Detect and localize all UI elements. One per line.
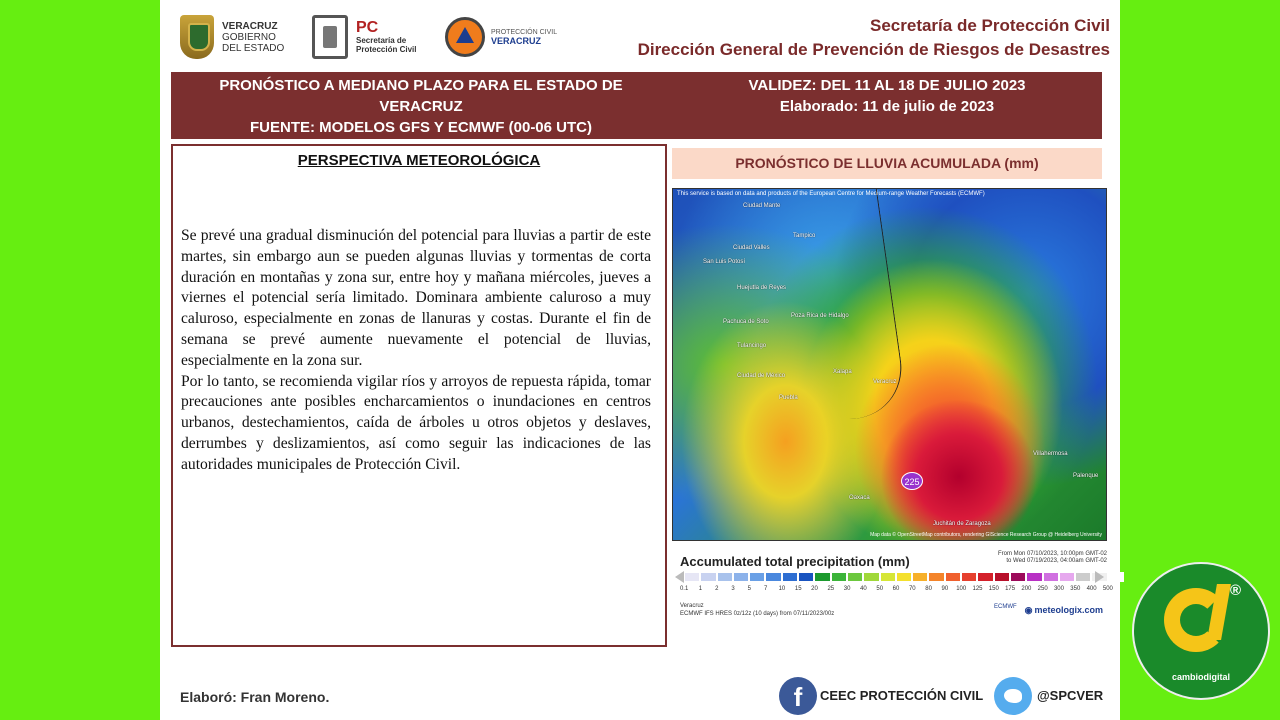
precipitation-map: [672, 188, 1107, 541]
perspective-panel: [171, 144, 667, 647]
city-label: Oaxaca: [849, 495, 870, 501]
city-label: Ciudad Mante: [743, 203, 781, 209]
legend-tick-label: 200: [1021, 586, 1032, 592]
city-label: Tulancingo: [737, 343, 767, 349]
legend-tick-label: 350: [1070, 586, 1081, 592]
legend-swatch: [847, 572, 863, 582]
legend-tick-label: 20: [811, 586, 818, 592]
pc-logo-line1: Secretaría de: [356, 36, 407, 45]
legend-arrow-right-icon: [1095, 571, 1104, 583]
legend-title: Accumulated total precipitation (mm): [680, 554, 910, 569]
city-label: Puebla: [779, 395, 798, 401]
perspective-title: PERSPECTIVA METEOROLÓGICA: [297, 152, 541, 169]
legend-tick-label: 50: [876, 586, 884, 592]
legend-swatch: [814, 572, 830, 582]
city-label: Pachuca de Soto: [723, 319, 769, 325]
veracruz-logo-line1: VERACRUZ: [222, 20, 278, 32]
legend-tick-label: 7: [763, 586, 768, 592]
proteccion-logo-line1: PROTECCIÓN CIVIL: [491, 29, 558, 36]
legend-footer: [680, 602, 834, 618]
city-label: Ciudad Valles: [733, 245, 770, 251]
twitter-icon[interactable]: [994, 677, 1032, 715]
city-label: Ciudad de México: [737, 373, 786, 379]
registered-mark: ®: [1230, 582, 1242, 599]
legend-range-to: to Wed 07/19/2023, 04:00am GMT-02: [1006, 558, 1107, 564]
legend-color-bar: [684, 572, 1124, 582]
city-label: Juchitán de Zaragoza: [933, 521, 991, 527]
legend-tick-label: 80: [925, 586, 932, 592]
legend-swatch: [733, 572, 749, 582]
legend-swatch: [1075, 572, 1091, 582]
banner-elaborated: Elaborado: 11 de julio de 2023: [779, 98, 995, 115]
legend-swatch: [945, 572, 961, 582]
legend-tick-label: 250: [1037, 586, 1048, 592]
legend-tick-label: 5: [747, 586, 751, 592]
facebook-label[interactable]: CEEC PROTECCIÓN CIVIL: [820, 688, 984, 703]
header-line1: Secretaría de Protección Civil: [870, 16, 1110, 35]
legend-tick-label: 400: [1086, 586, 1097, 592]
author-credit: Elaboró: Fran Moreno.: [180, 689, 330, 705]
city-label: Veracruz: [873, 379, 897, 385]
city-label: Villahermosa: [1033, 451, 1068, 457]
legend-swatch: [928, 572, 944, 582]
legend-tick-label: 15: [794, 586, 802, 592]
cambiodigital-watermark: [1132, 562, 1270, 700]
pc-logo: [312, 14, 416, 60]
city-label: San Luis Potosí: [703, 259, 746, 265]
legend-swatch: [749, 572, 765, 582]
proteccion-civil-logo: [445, 14, 557, 60]
veracruz-logo-line3: DEL ESTADO: [222, 42, 285, 54]
city-label: Xalapa: [833, 369, 852, 375]
veracruz-logo-line2: GOBIERNO: [222, 31, 276, 43]
veracruz-logo: [180, 14, 284, 60]
rain-forecast-title: PRONÓSTICO DE LLUVIA ACUMULADA (mm): [672, 148, 1102, 179]
legend-tick-label: 25: [827, 586, 835, 592]
banner-source: FUENTE: MODELOS GFS Y ECMWF (00-06 UTC): [250, 119, 592, 136]
legend-swatch: [912, 572, 928, 582]
legend-swatch: [765, 572, 781, 582]
perspective-paragraph-2: Por lo tanto, se recomienda vigilar ríos y arroyos de repuesta rápida, tomar precauciones ante posibles encharcamientos o inundaciones en centros urbanos, destechamientos, caída de árboles u otros objetos y deslaves, derrumbes y deslizamientos, así como seguir las indicaciones de las autoridades municipales de Protección Civil.: [181, 372, 651, 473]
proteccion-logo-line2: VERACRUZ: [491, 36, 542, 46]
legend-tick-label: 30: [843, 586, 851, 592]
banner-title-line2: VERACRUZ: [379, 98, 463, 115]
legend-tick-label: 125: [972, 586, 983, 592]
legend-swatch: [994, 572, 1010, 582]
legend-place: Veracruz: [680, 603, 704, 609]
legend-tick-label: 2: [715, 586, 719, 592]
banner-validity: VALIDEZ: DEL 11 AL 18 DE JULIO 2023: [748, 77, 1026, 94]
legend-swatch: [1026, 572, 1042, 582]
legend-tick-label: 175: [1005, 586, 1016, 592]
legend-swatch: [798, 572, 814, 582]
legend-swatch: [1059, 572, 1075, 582]
forecast-banner: [171, 72, 1102, 139]
legend-swatch: [700, 572, 716, 582]
header-line2: Dirección General de Prevención de Riesgos de Desastres: [637, 40, 1110, 59]
legend-swatch: [1043, 572, 1059, 582]
pc-logo-big: PC: [356, 19, 379, 36]
facebook-icon[interactable]: f: [779, 677, 817, 715]
twitter-label[interactable]: @SPCVER: [1037, 688, 1104, 703]
legend-swatch: [831, 572, 847, 582]
legend-model: ECMWF IFS HRES 0z/12z (10 days) from 07/11/2023/00z: [680, 611, 835, 617]
bulletin-page: [160, 0, 1120, 720]
legend-tick-label: 500: [1102, 586, 1113, 592]
legend-range: [998, 551, 1107, 565]
legend-swatch: [1108, 572, 1124, 582]
max-precipitation-marker: 225: [901, 472, 923, 490]
legend-tick-label: 3: [731, 586, 735, 592]
legend-swatch: [782, 572, 798, 582]
legend-swatch: [961, 572, 977, 582]
legend-range-from: From Mon 07/10/2023, 10:00pm GMT-02: [997, 551, 1107, 557]
cambiodigital-label: cambiodigital: [1171, 672, 1230, 682]
legend-tick-label: 100: [956, 586, 967, 592]
city-label: Tampico: [793, 233, 816, 239]
perspective-paragraph-1: Se prevé una gradual disminución del potencial para lluvias a partir de este martes, sin embargo aun se pueden algunas lluvias y tormentas de corta duración en montañas y zona sur, entre hoy y mañana miércoles, jueves a viernes el potencial sería limitado. Dominara ambiente caluroso a muy caluroso, especialmente en zonas de llanuras y costas. Durante el fin de semana se prevé aumente nuevamente el potencial de lluvias, especialmente en la zona sur.: [181, 227, 651, 369]
legend-arrow-left-icon: [675, 571, 684, 583]
legend-ticks: [676, 586, 1116, 592]
veracruz-shield-icon: [180, 15, 214, 59]
legend-swatch: [717, 572, 733, 582]
legend-swatch: [1010, 572, 1026, 582]
city-label: Poza Rica de Hidalgo: [791, 313, 849, 319]
header-titles: [638, 14, 1110, 62]
map-source-note: This service is based on data and products of the European Centre for Medium-range Weather Forecasts (ECMWF): [677, 191, 985, 197]
perspective-body: [181, 226, 651, 476]
civil-protection-triangle-icon: [445, 17, 485, 57]
city-label: Huejutla de Reyes: [737, 285, 787, 291]
pc-logo-line2: Protección Civil: [356, 45, 417, 54]
legend-tick-label: 0.1: [679, 586, 689, 592]
ecmwf-logo: ECMWF: [994, 604, 1017, 610]
pc-emblem-icon: [312, 15, 348, 59]
legend-tick-label: 150: [988, 586, 999, 592]
meteologix-brand: ◉ meteologix.com: [1025, 605, 1103, 616]
legend-tick-label: 70: [908, 586, 916, 592]
city-label: Palenque: [1073, 473, 1099, 479]
legend-swatch: [896, 572, 912, 582]
legend-tick-label: 1: [698, 586, 703, 592]
legend-swatch: [977, 572, 993, 582]
legend-swatch: [684, 572, 700, 582]
legend-swatch: [880, 572, 896, 582]
legend-tick-label: 60: [892, 586, 900, 592]
legend-tick-label: 300: [1053, 586, 1064, 592]
map-credit: Map data © OpenStreetMap contributors, rendering GIScience Research Group @ Heidelberg University: [870, 532, 1102, 538]
legend-tick-label: 10: [778, 586, 786, 592]
banner-title-line1: PRONÓSTICO A MEDIANO PLAZO PARA EL ESTADO DE: [219, 77, 623, 94]
precipitation-legend: [672, 547, 1113, 627]
legend-tick-label: 90: [941, 586, 949, 592]
legend-swatch: [863, 572, 879, 582]
legend-tick-label: 40: [860, 586, 867, 592]
